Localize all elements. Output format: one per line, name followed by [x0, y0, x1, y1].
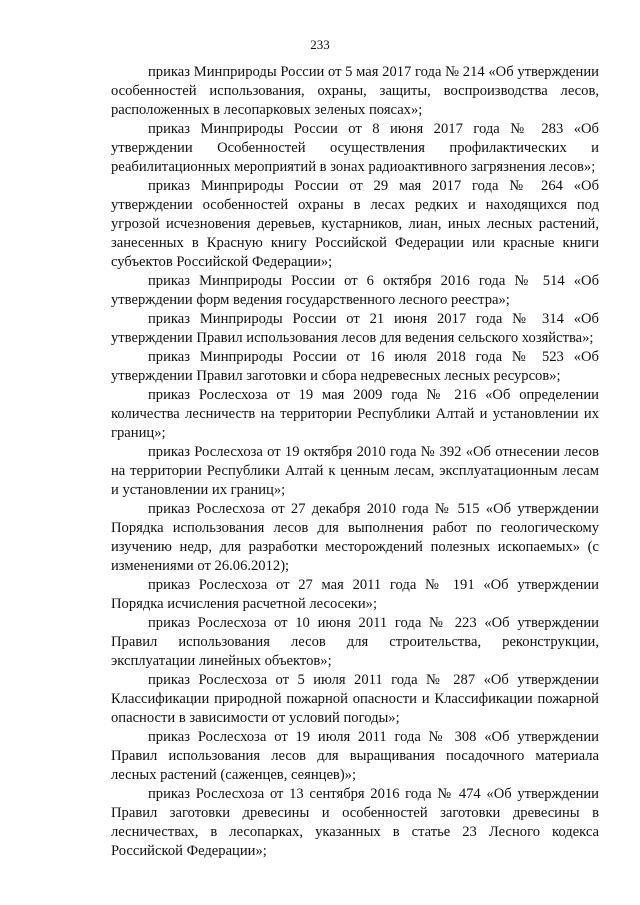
list-item: приказ Минприроды России от 5 мая 2017 года № 214 «Об утверждении особенностей использования, охраны, защиты, воспроизводства лесов, расположенных в лесопарковых зеленых поясах»; [111, 64, 599, 118]
list-item: приказ Рослесхоза от 13 сентября 2016 года № 474 «Об утверждении Правил заготовки древесины и особенностей заготовки древесины в лесничествах, в лесопарках, указанных в статье 23 Лесного кодекса Российской Федерации»; [111, 786, 599, 859]
list-item: приказ Минприроды России от 6 октября 2016 года № 514 «Об утверждении форм ведения государственного лесного реестра»; [111, 273, 599, 308]
list-item: приказ Рослесхоза от 5 июля 2011 года № 287 «Об утверждении Классификации природной пожарной опасности и Классификации пожарной опасности в зависимости от условий погоды»; [111, 672, 599, 726]
list-item: приказ Рослесхоза от 27 мая 2011 года № 191 «Об утверждении Порядка исчисления расчетной лесосеки»; [111, 577, 599, 612]
list-item: приказ Минприроды России от 21 июня 2017 года № 314 «Об утверждении Правил использования лесов для ведения сельского хозяйства»; [111, 311, 599, 346]
list-item: приказ Рослесхоза от 19 мая 2009 года № 216 «Об определении количества лесничеств на территории Республики Алтай и установлении их границ»; [111, 387, 599, 441]
page-number: 233 [310, 37, 330, 52]
list-item: приказ Минприроды России от 16 июля 2018 года № 523 «Об утверждении Правил заготовки и сбора недревесных лесных ресурсов»; [111, 349, 599, 384]
document-body [111, 63, 599, 861]
list-item: приказ Минприроды России от 8 июня 2017 года № 283 «Об утверждении Особенностей осуществления профилактических и реабилитационных мероприятий в зонах радиоактивного загрязнения лесов»; [111, 121, 599, 175]
list-item: приказ Рослесхоза от 19 октября 2010 года № 392 «Об отнесении лесов на территории Республики Алтай к ценным лесам, эксплуатационным лесам и установлении их границ»; [111, 444, 599, 498]
list-item: приказ Рослесхоза от 19 июля 2011 года № 308 «Об утверждении Правил использования лесов для выращивания посадочного материала лесных растений (саженцев, сеянцев)»; [111, 729, 599, 783]
list-item: приказ Рослесхоза от 27 декабря 2010 года № 515 «Об утверждении Порядка использования лесов для выполнения работ по геологическому изучению недр, для разработки месторождений полезных ископаемых» (с изменениями от 26.06.2012); [111, 501, 599, 574]
list-item: приказ Минприроды России от 29 мая 2017 года № 264 «Об утверждении особенностей охраны в лесах редких и находящихся под угрозой исчезновения деревьев, кустарников, лиан, иных лесных растений, занесенных в Красную книгу Российской Федерации или красные книги субъектов Российской Федерации»; [111, 178, 599, 270]
list-item: приказ Рослесхоза от 10 июня 2011 года № 223 «Об утверждении Правил использования лесов для строительства, реконструкции, эксплуатации линейных объектов»; [111, 615, 599, 669]
